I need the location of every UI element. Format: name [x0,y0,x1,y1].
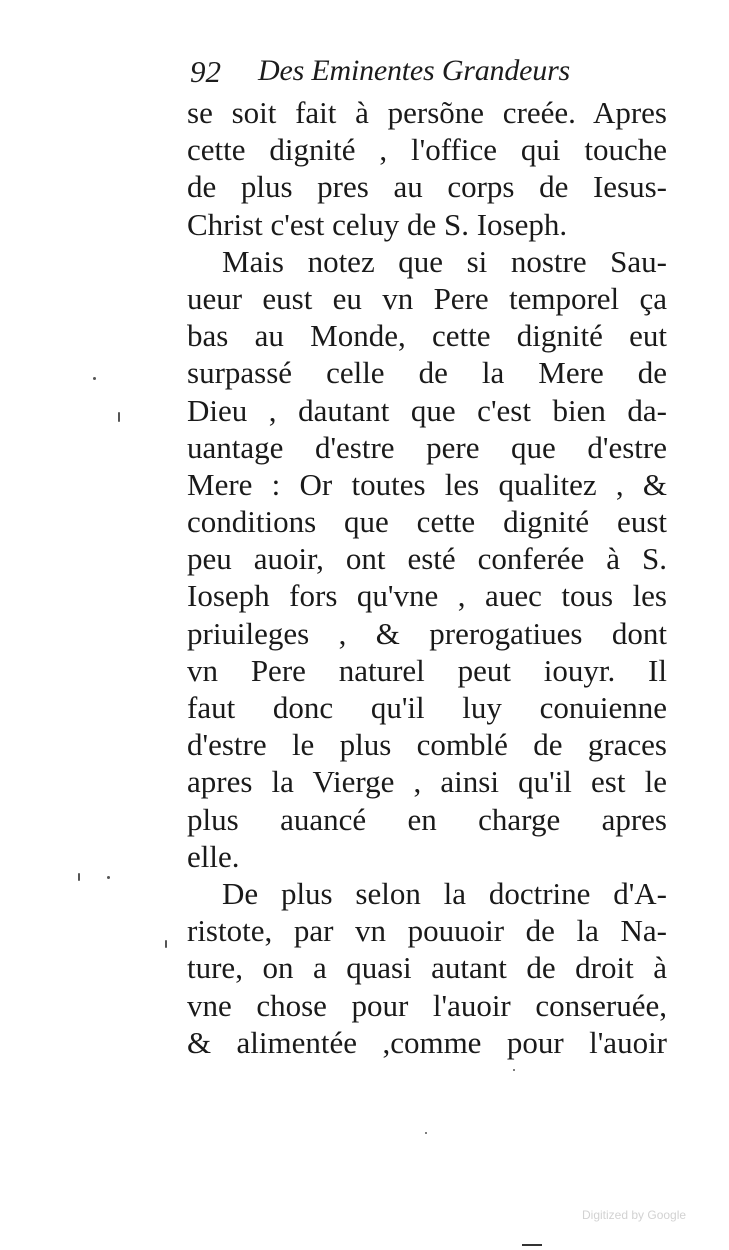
text-line: se soit fait à persõne creée. Apres [187,95,667,130]
text-line: Mere : Or toutes les qualitez , & [187,466,667,502]
scan-speck [78,873,80,881]
scan-speck [107,876,110,879]
text-line: peu auoir, ont esté conferée à S. [187,541,667,577]
text-line: elle. [187,838,240,874]
text-line: ristote, par vn pouuoir de la Na- [187,913,667,949]
scan-speck [93,377,96,380]
text-line: cette dignité , l'office qui touche [187,132,667,168]
text-line: Mais notez que si nostre Sau- [222,243,667,279]
body-text [187,94,667,1061]
running-head: Des Eminentes Grandeurs [258,54,571,87]
page-header [190,52,670,96]
text-line: ture, on a quasi autant de droit à [187,950,667,986]
watermark: Digitized by Google [582,1208,687,1222]
text-line: de plus pres au corps de Iesus- [187,169,667,205]
text-line: priuileges , & prerogatiues dont [187,615,667,651]
text-line: vn Pere naturel peut iouyr. Il [187,652,667,688]
text-line: Christ c'est celuy de S. Ioseph. [187,206,568,242]
text-line: conditions que cette dignité eust [187,504,667,540]
text-line: d'estre le plus comblé de graces [187,727,667,763]
scan-speck [425,1132,427,1134]
scan-speck [118,412,120,422]
text-line: apres la Vierge , ainsi qu'il est le [187,764,667,800]
page-number: 92 [190,54,221,89]
text-line: vne chose pour l'auoir conseruée, [187,987,667,1023]
text-line: uantage d'estre pere que d'estre [187,429,667,465]
text-line: bas au Monde, cette dignité eut [187,318,667,354]
text-line: ueur eust eu vn Pere temporel ça [187,280,667,316]
text-line: Ioseph fors qu'vne , auec tous les [187,578,667,614]
text-line: plus auancé en charge apres [187,801,667,837]
text-line: Dieu , dautant que c'est bien da- [187,392,667,428]
text-line: surpassé celle de la Mere de [187,355,667,391]
page-mark [522,1244,542,1246]
text-line: & alimentée ,comme pour l'auoir [187,1024,667,1060]
scan-speck [513,1069,515,1071]
text-line: faut donc qu'il luy conuienne [187,690,667,725]
text-line: De plus selon la doctrine d'A- [222,875,667,911]
scan-speck [165,940,167,948]
